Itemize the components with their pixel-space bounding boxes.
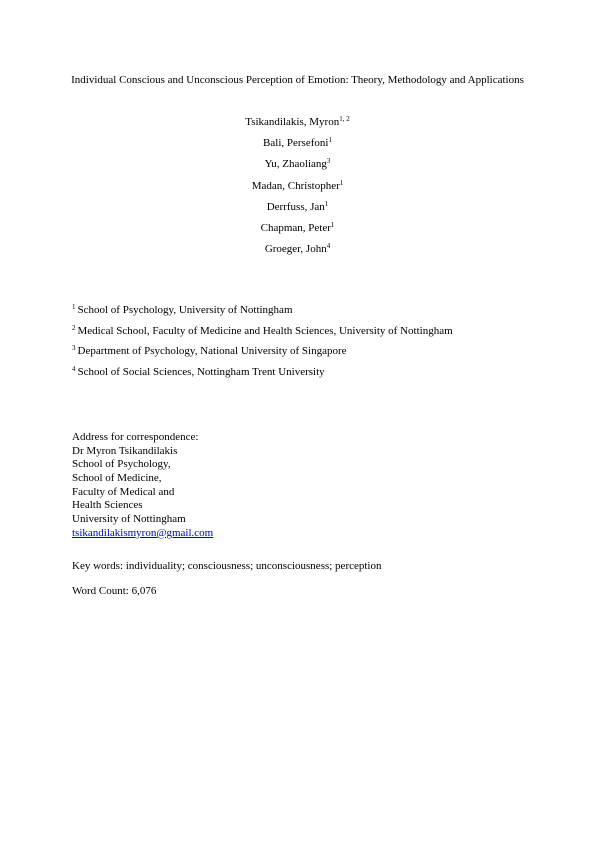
author-affiliation-marker: 1 bbox=[324, 199, 329, 208]
keywords: Key words: individuality; consciousness; unconsciousness; perception bbox=[72, 560, 382, 572]
correspondence-line: University of Nottingham bbox=[72, 513, 186, 526]
affiliation-item bbox=[72, 362, 453, 383]
author-line bbox=[0, 154, 595, 175]
affiliation-item bbox=[72, 300, 453, 321]
author-name: Derrfuss, Jan bbox=[266, 200, 325, 213]
author-line bbox=[0, 239, 595, 260]
correspondence-email-link[interactable]: tsikandilakismyron@gmail.com bbox=[72, 526, 214, 539]
author-affiliation-marker: 1 bbox=[339, 178, 344, 187]
word-count: Word Count: 6,076 bbox=[72, 585, 157, 597]
affiliation-number: 1 bbox=[72, 303, 76, 311]
author-name: Madan, Christopher bbox=[251, 179, 340, 192]
author-affiliation-marker: 1 bbox=[328, 136, 332, 145]
author-line bbox=[0, 197, 595, 218]
author-affiliation-marker: 3 bbox=[326, 157, 331, 166]
author-line bbox=[0, 112, 595, 133]
paper-title: Individual Conscious and Unconscious Perception of Emotion: Theory, Methodology and Applications bbox=[71, 74, 524, 86]
author-list bbox=[0, 112, 595, 260]
affiliation-text: Department of Psychology, National University of Singapore bbox=[77, 345, 347, 358]
affiliation-number: 3 bbox=[72, 344, 76, 353]
author-line bbox=[0, 218, 595, 239]
author-affiliation-marker: 1 bbox=[330, 220, 335, 229]
author-line bbox=[0, 133, 595, 154]
author-name: Bali, Persefoni bbox=[263, 137, 329, 150]
affiliation-text: School of Social Sciences, Nottingham Trent University bbox=[77, 366, 325, 379]
correspondence-line: Health Sciences bbox=[72, 499, 143, 512]
correspondence-line: School of Medicine, bbox=[72, 472, 162, 485]
affiliation-text: Medical School, Faculty of Medicine and Health Sciences, University of Nottingham bbox=[77, 324, 453, 337]
affiliation-number: 4 bbox=[72, 365, 76, 374]
author-name: Chapman, Peter bbox=[260, 221, 331, 234]
author-name: Tsikandilakis, Myron bbox=[245, 116, 340, 128]
affiliation-item bbox=[72, 321, 453, 342]
affiliation-list bbox=[72, 300, 453, 383]
author-affiliation-marker: 4 bbox=[326, 242, 331, 251]
correspondence-line: School of Psychology, bbox=[72, 458, 171, 471]
correspondence-email-row bbox=[72, 527, 213, 541]
affiliation-item bbox=[72, 341, 453, 362]
author-name: Yu, Zhaoliang bbox=[264, 158, 327, 171]
affiliation-number: 2 bbox=[72, 323, 76, 332]
author-line bbox=[0, 176, 595, 197]
correspondence-block bbox=[72, 431, 213, 541]
author-name: Groeger, John bbox=[264, 243, 327, 256]
correspondence-line: Dr Myron Tsikandilakis bbox=[72, 444, 178, 457]
correspondence-heading: Address for correspondence: bbox=[72, 431, 199, 443]
affiliation-text: School of Psychology, University of Nottingham bbox=[77, 304, 293, 316]
author-affiliation-marker: 1, 2 bbox=[339, 115, 350, 123]
correspondence-line: Faculty of Medical and bbox=[72, 485, 175, 498]
